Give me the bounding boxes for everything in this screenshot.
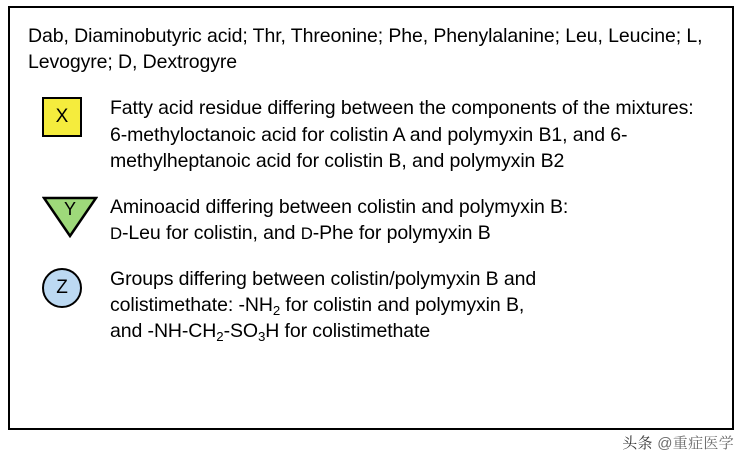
legend-entry-y: [28, 194, 716, 246]
marker-cell-x: [28, 95, 110, 137]
legend-entry-z-line1: Groups differing between colistin/polymyxin B and: [110, 268, 537, 291]
legend-entry-z-line3-pre: and -NH-CH: [110, 320, 217, 343]
stereo-prefix-d-1: D: [110, 223, 123, 243]
marker-cell-y: [28, 194, 110, 238]
legend-entry-z-line2: [110, 292, 716, 318]
circle-marker-icon: [42, 268, 82, 308]
marker-label-x: X: [55, 106, 69, 128]
legend-entry-y-line1: Aminoacid differing between colistin and polymyxin B:: [110, 195, 569, 218]
legend-entry-y-text: [110, 194, 716, 246]
legend-entry-z-line3-post: H for colistimethate: [265, 320, 431, 343]
legend-entry-z-line3: [110, 318, 716, 344]
legend-panel: [8, 6, 734, 430]
triangle-marker-icon: [42, 196, 98, 238]
legend-entry-x: [28, 95, 716, 173]
watermark-logo: 头条: [622, 435, 653, 452]
legend-entry-y-line2-post: -Phe for polymyxin B: [312, 221, 491, 244]
legend-entry-y-line2-pre: -Leu for colistin, and: [122, 221, 301, 244]
legend-entry-z-line2-post: for colistin and polymyxin B,: [280, 294, 525, 317]
legend-entry-y-line2: [110, 220, 716, 246]
legend-entry-x-text: Fatty acid residue differing between the components of the mixtures: 6-methyloctanoic acid for colistin A and polymyxin B1, and 6-methylheptanoic acid for colistin B, and polymyxin B2: [110, 97, 694, 172]
square-marker-icon: [42, 97, 82, 137]
subscript-3: 3: [257, 329, 266, 345]
legend-entry-z-line2-pre: colistimethate: -NH: [110, 294, 273, 317]
watermark-text: @重症医学: [657, 435, 734, 452]
marker-label-y: Y: [63, 198, 76, 219]
legend-entry-z: [28, 266, 716, 344]
abbreviations-text: Dab, Diaminobutyric acid; Thr, Threonine; Phe, Phenylalanine; Leu, Leucine; L, Levogyre; D, Dextrogyre: [28, 25, 703, 73]
marker-label-z: Z: [56, 277, 68, 299]
subscript-2a: 2: [272, 302, 281, 318]
marker-cell-z: [28, 266, 110, 308]
legend-entry-z-text: [110, 266, 716, 344]
subscript-2b: 2: [216, 329, 224, 345]
stereo-prefix-d-2: D: [300, 223, 313, 243]
watermark: [622, 432, 734, 453]
legend-entry-z-line3-mid: -SO: [223, 320, 258, 343]
